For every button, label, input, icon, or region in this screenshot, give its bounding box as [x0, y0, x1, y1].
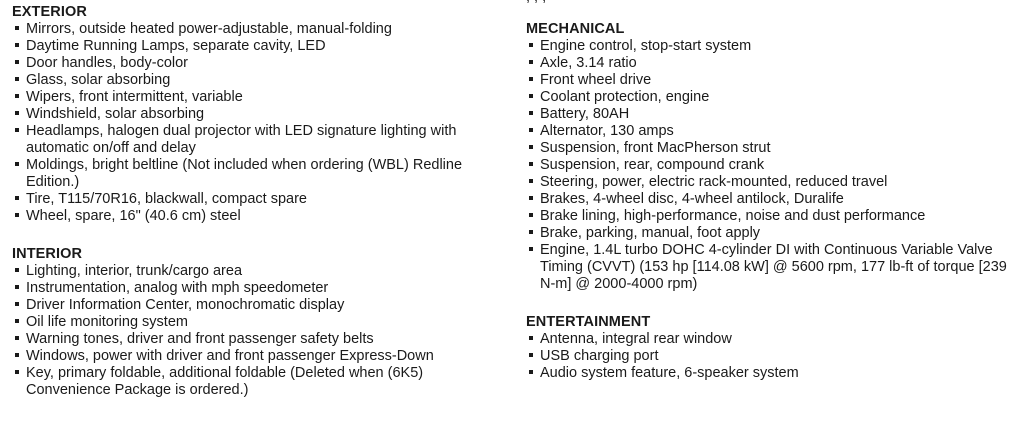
list-item: Wheel, spare, 16" (40.6 cm) steel — [12, 208, 502, 225]
entertainment-list — [526, 331, 1021, 382]
bullet-icon — [15, 370, 19, 374]
bullet-icon — [529, 179, 533, 183]
list-item: Brakes, 4-wheel disc, 4-wheel antilock, Duralife — [526, 191, 1021, 208]
bullet-icon — [15, 196, 19, 200]
bullet-icon — [529, 370, 533, 374]
list-item: Antenna, integral rear window — [526, 331, 1021, 348]
bullet-icon — [529, 94, 533, 98]
list-item: Key, primary foldable, additional foldable (Deleted when (6K5) Convenience Package is ordered.) — [12, 365, 502, 399]
interior-heading: INTERIOR — [12, 246, 83, 262]
bullet-icon — [529, 247, 533, 251]
bullet-icon — [15, 302, 19, 306]
bullet-icon — [15, 285, 19, 289]
bullet-icon — [529, 128, 533, 132]
exterior-heading: EXTERIOR — [12, 4, 87, 20]
bullet-icon — [15, 26, 19, 30]
bullet-icon — [529, 196, 533, 200]
bullet-icon — [529, 43, 533, 47]
bullet-icon — [15, 77, 19, 81]
list-item: Battery, 80AH — [526, 106, 1021, 123]
list-item: Axle, 3.14 ratio — [526, 55, 1021, 72]
bullet-icon — [15, 94, 19, 98]
bullet-icon — [15, 111, 19, 115]
bullet-icon — [15, 336, 19, 340]
list-item: Door handles, body-color — [12, 55, 502, 72]
bullet-icon — [15, 353, 19, 357]
list-item: Suspension, front MacPherson strut — [526, 140, 1021, 157]
bullet-icon — [15, 162, 19, 166]
bullet-icon — [15, 43, 19, 47]
list-item: Brake, parking, manual, foot apply — [526, 225, 1021, 242]
bullet-icon — [529, 230, 533, 234]
bullet-icon — [529, 213, 533, 217]
entertainment-section — [526, 314, 1021, 382]
list-item: Driver Information Center, monochromatic display — [12, 297, 502, 314]
list-item: Windows, power with driver and front passenger Express-Down — [12, 348, 502, 365]
bullet-icon — [529, 111, 533, 115]
list-item: Headlamps, halogen dual projector with LED signature lighting with automatic on/off and delay — [12, 123, 502, 157]
list-item: Instrumentation, analog with mph speedometer — [12, 280, 502, 297]
bullet-icon — [529, 336, 533, 340]
list-item: Wipers, front intermittent, variable — [12, 89, 502, 106]
bullet-icon — [15, 60, 19, 64]
list-item: Glass, solar absorbing — [12, 72, 502, 89]
list-item: Daytime Running Lamps, separate cavity, LED — [12, 38, 502, 55]
interior-list — [12, 263, 502, 399]
list-item: Coolant protection, engine — [526, 89, 1021, 106]
list-item: Mirrors, outside heated power-adjustable, manual-folding — [12, 21, 502, 38]
bullet-icon — [15, 128, 19, 132]
list-item: Warning tones, driver and front passenger safety belts — [12, 331, 502, 348]
exterior-section — [12, 4, 502, 225]
list-item: Engine, 1.4L turbo DOHC 4-cylinder DI with Continuous Variable Valve Timing (CVVT) (153 hp [114.08 kW] @ 5600 rpm, 177 lb-ft of torque [239 N-m] @ 2000-4000 rpm) — [526, 242, 1021, 293]
list-item: Suspension, rear, compound crank — [526, 157, 1021, 174]
list-item: Alternator, 130 amps — [526, 123, 1021, 140]
bullet-icon — [15, 213, 19, 217]
list-item: Tire, T115/70R16, blackwall, compact spare — [12, 191, 502, 208]
mechanical-section — [526, 21, 1021, 293]
bullet-icon — [529, 145, 533, 149]
list-item: Audio system feature, 6-speaker system — [526, 365, 1021, 382]
list-item: Windshield, solar absorbing — [12, 106, 502, 123]
bullet-icon — [529, 60, 533, 64]
bullet-icon — [529, 353, 533, 357]
list-item: USB charging port — [526, 348, 1021, 365]
bullet-icon — [15, 268, 19, 272]
entertainment-heading: ENTERTAINMENT — [526, 314, 651, 330]
bullet-icon — [529, 77, 533, 81]
list-item: Steering, power, electric rack-mounted, reduced travel — [526, 174, 1021, 191]
interior-section — [12, 246, 502, 399]
exterior-list — [12, 21, 502, 225]
list-item: Moldings, bright beltline (Not included when ordering (WBL) Redline Edition.) — [12, 157, 502, 191]
list-item: Oil life monitoring system — [12, 314, 502, 331]
list-item: Engine control, stop-start system — [526, 38, 1021, 55]
bullet-icon — [529, 162, 533, 166]
bullet-icon — [15, 319, 19, 323]
list-item: Lighting, interior, trunk/cargo area — [12, 263, 502, 280]
list-item: Brake lining, high-performance, noise and dust performance — [526, 208, 1021, 225]
list-item: Front wheel drive — [526, 72, 1021, 89]
mechanical-heading: MECHANICAL — [526, 21, 625, 37]
cut-off-text — [526, 0, 546, 6]
mechanical-list — [526, 38, 1021, 293]
